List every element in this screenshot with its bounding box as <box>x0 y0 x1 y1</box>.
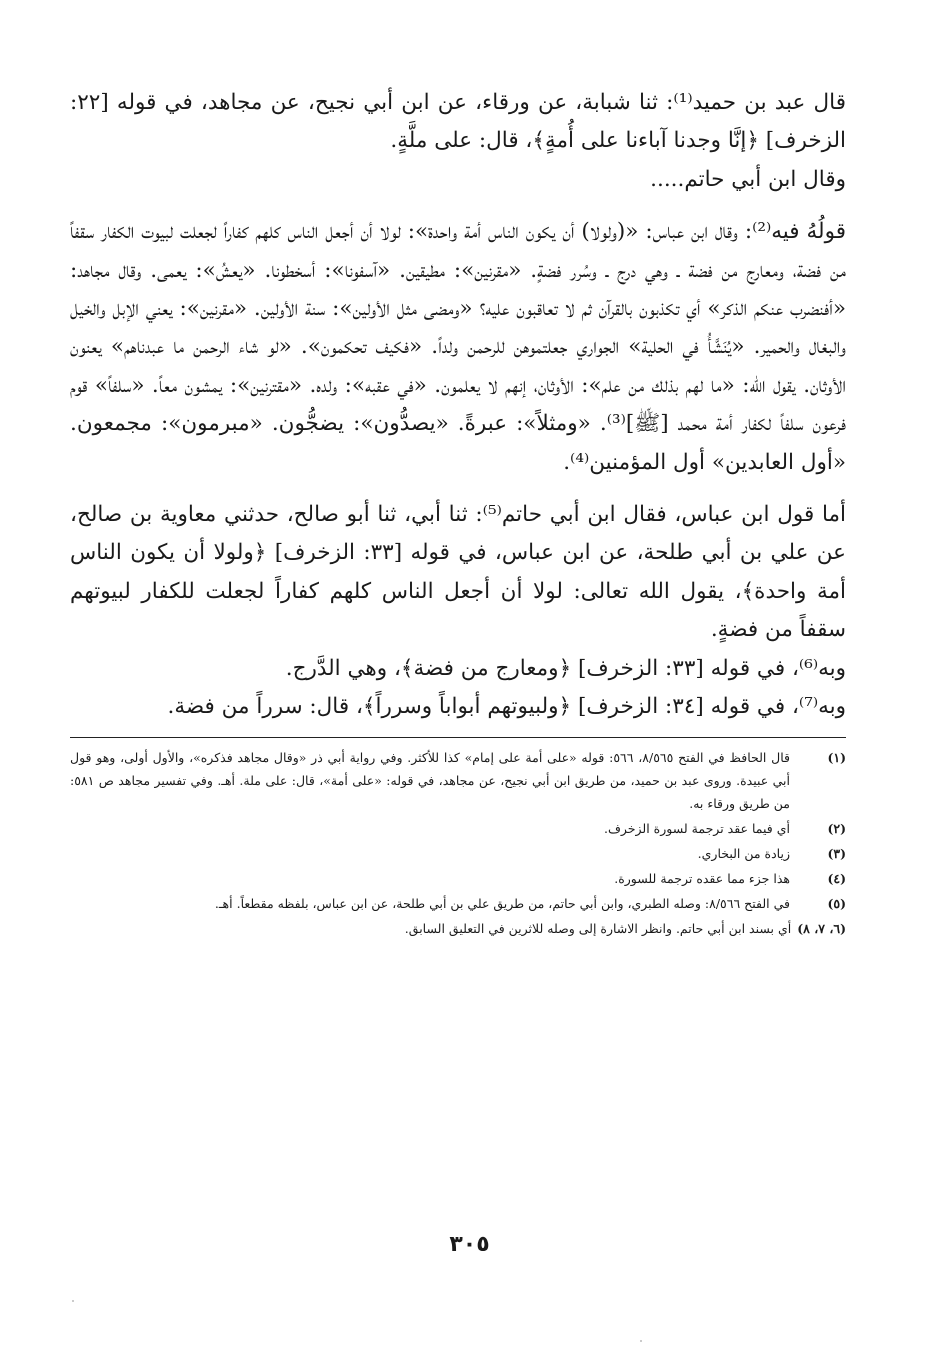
footnote-number: (٤) <box>827 870 846 886</box>
scan-speck <box>640 1340 642 1342</box>
footnote-text: أي بسند ابن أبي حاتم. وانظر الاشارة إلى وصله للاثرين في التعليق السابق. <box>404 920 792 936</box>
scan-speck <box>72 1300 74 1302</box>
footnote-number: (١) <box>827 749 846 765</box>
main-text <box>70 84 846 727</box>
paragraph-qawluhu-fihi: قولُهُ فيه⁽²⁾: وقال ابن عباس: «(ولولا) أن يكون الناس أمة واحدة»: لولا أن أجعل الناس كلهم كفاراً لجعلت لبيوت الكفار سقفاً من فضة، ومعارج من فضة ـ وهي درج ـ وسُرر فضةٍ. «مقرنين»: مطيقين. «آسفونا»: أسخطونا. «يعشُ»: يعمى. وقال مجاهد: «أفنضرب عنكم الذكر» أي تكذبون بالقرآن ثم لا تعاقبون عليه؟ «ومضى مثل الأولين»: سنة الأولين. «مقرنين»: يعني الإبل والخيل والبغال والحمير. «يُنَشَّأُ في الحلية» الجواري جعلتموهن للرحمن ولداً. «فكيف تحكمون». «لو شاء الرحمن ما عبدناهم» يعنون الأوثان. يقول الله: «ما لهم بذلك من علم»: الأوثان، إنهم لا يعلمون. «في عقبه»: ولده. «مقترنين»: يمشون معاً. «سلفاً» قوم فرعون سلفاً لكفار أمة محمد [ﷺ]⁽³⁾. «ومثلاً»: عبرةً. «يصدُّون»: يضجُّون. «مبرمون»: مجمعون. «أول العابدين» أول المؤمنين⁽⁴⁾. <box>70 219 846 475</box>
footnote-text: في الفتح ٨/٥٦٦: وصله الطبري، وابن أبي حاتم، من طريق علي بن أبي طلحة، عن ابن عباس، بلفظه مقطعاً. أهـ. <box>214 895 790 911</box>
paragraph-wa-bihi-7: وبه⁽⁷⁾، في قوله [٣٤: الزخرف] ﴿ولبيوتهم أبواباً وسرراً﴾، قال: سرراً من فضة. <box>167 694 846 720</box>
paragraph-wa-bihi-6: وبه⁽⁶⁾، في قوله [٣٣: الزخرف] ﴿ومعارج من فضة﴾، وهي الدَّرج. <box>285 655 846 681</box>
page-number: ٣٠٥ <box>449 1232 490 1257</box>
footnote-divider <box>70 737 846 738</box>
paragraph-ibn-abi-hatim: وقال ابن أبي حاتم..... <box>650 166 846 192</box>
footnote-item <box>70 867 846 890</box>
footnote-item <box>70 842 846 865</box>
footnotes <box>70 746 846 940</box>
footnote-text: أي فيما عقد ترجمة لسورة الزخرف. <box>603 820 790 836</box>
footnote-number: (٥) <box>827 895 846 911</box>
footnote-text: قال الحافظ في الفتح ٨/٥٦٥، ٥٦٦: قوله «على أمة على إمام» كذا للأكثر. وفي رواية أبي ذر «وقال مجاهد فذكره»، والأول أولى، وهو قول أبي عبيدة. وروى عبد بن حميد، من طريق ابن أبي نجيح، عن مجاهد، في قوله: «على أمة»، قال: على ملة. أهـ. وفي تفسير مجاهد ص ٥٨١: من طريق ورقاء به. <box>70 749 790 811</box>
footnote-item <box>70 917 846 940</box>
footnote-item <box>70 746 846 815</box>
footnote-item <box>70 892 846 915</box>
paragraph-ibn-abbas-saying: أما قول ابن عباس، فقال ابن أبي حاتم⁽⁵⁾: ثنا أبي، ثنا أبو صالح، حدثني معاوية بن صالح، عن علي بن أبي طلحة، عن ابن عباس، في قوله [٣٣: الزخرف] ﴿ولولا أن يكون الناس أمة واحدة﴾، يقول الله تعالى: لولا أن أجعل الناس كلهم كفاراً لجعلت للكفار لبيوتهم سقفاً من فضةٍ. <box>70 502 846 643</box>
footnote-text: زيادة من البخاري. <box>697 845 790 861</box>
footnote-number: (٦، ٧، ٨) <box>797 920 846 936</box>
footnote-number: (٢) <box>827 820 846 836</box>
book-page <box>70 84 846 942</box>
footnote-number: (٣) <box>827 845 846 861</box>
footnote-item <box>70 817 846 840</box>
footnote-text: هذا جزء مما عقده ترجمة للسورة. <box>614 870 790 886</box>
paragraph-abd-bin-humaid: قال عبد بن حميد⁽¹⁾: ثنا شبابة، عن ورقاء، عن ابن أبي نجيح، عن مجاهد، في قوله [٢٢: الزخرف] ﴿إنَّا وجدنا آباءنا على أُمةٍ﴾، قال: على ملَّةٍ. <box>70 90 846 154</box>
